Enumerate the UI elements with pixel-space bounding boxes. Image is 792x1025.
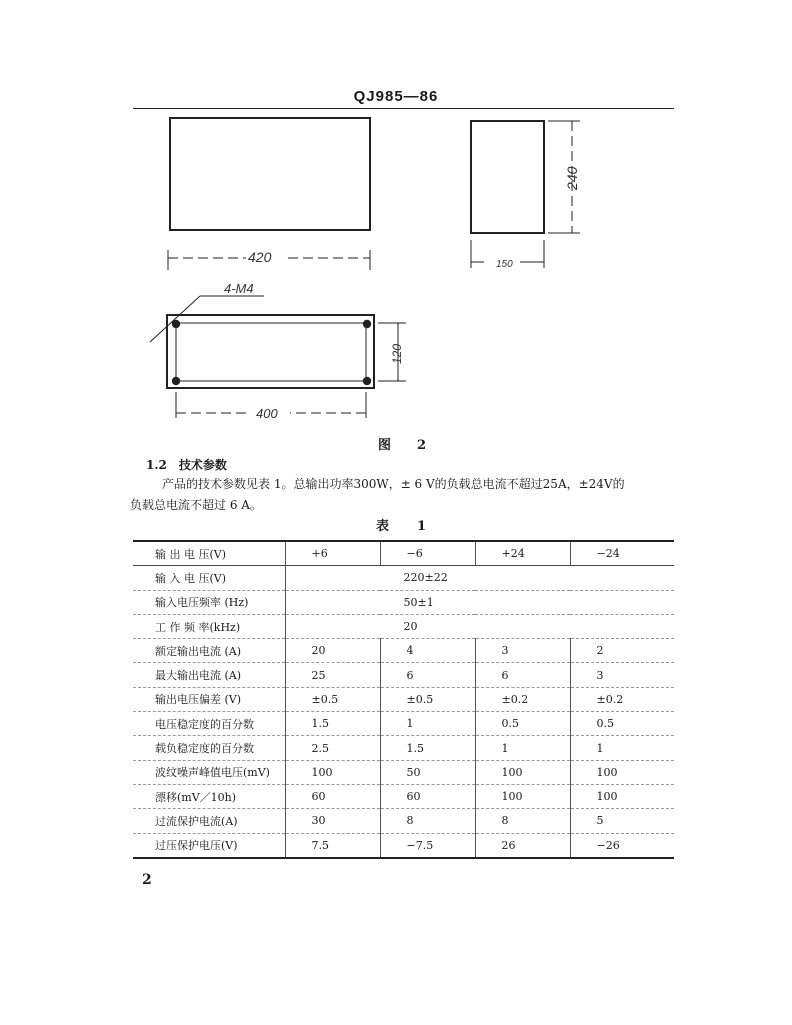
mount-hole-br [363, 377, 371, 385]
header-voltage-cell: +6 [285, 541, 380, 566]
table-row [133, 760, 674, 784]
value-cell: 1.5 [380, 736, 475, 760]
row-label-cell: 输出电压偏差 (V) [133, 687, 285, 711]
value-cell: 8 [380, 809, 475, 833]
header-voltage-cell: −24 [570, 541, 674, 566]
dim-text-120: 120 [390, 343, 404, 364]
figure-caption-prefix: 图 [378, 438, 392, 453]
table-row [133, 833, 674, 858]
spanning-value-cell: 20 [285, 614, 674, 638]
value-cell: −26 [570, 833, 674, 858]
value-cell: 1.5 [285, 712, 380, 736]
value-cell: 60 [285, 784, 380, 808]
table-row [133, 639, 674, 663]
table-row [133, 809, 674, 833]
section-heading [146, 456, 227, 473]
paragraph-line-1: 产品的技术参数见表 1。总输出功率300W，± 6 V的负载总电流不超过25A，±24V的 [162, 477, 625, 491]
section-number: 1.2 [146, 458, 167, 472]
table-row [133, 687, 674, 711]
value-cell: ±0.5 [380, 687, 475, 711]
table-header-row [133, 541, 674, 566]
table-row [133, 784, 674, 808]
value-cell: 100 [475, 784, 570, 808]
mounting-plate-inner [176, 323, 366, 381]
table-caption-prefix: 表 [376, 519, 390, 534]
value-cell: 20 [285, 639, 380, 663]
value-cell: 2.5 [285, 736, 380, 760]
dim-text-420: 420 [248, 249, 272, 265]
value-cell: 26 [475, 833, 570, 858]
table-row [133, 614, 674, 638]
body-paragraph [130, 474, 677, 516]
dim-text-400: 400 [256, 406, 278, 421]
value-cell: 1 [475, 736, 570, 760]
row-label-cell: 波纹噪声峰值电压(mV) [133, 760, 285, 784]
table-caption-number: 1 [417, 519, 427, 534]
value-cell: 100 [570, 784, 674, 808]
row-label-cell: 输入电压频率 (Hz) [133, 590, 285, 614]
value-cell: 6 [380, 663, 475, 687]
paragraph-line-2: 负载总电流不超过 6 A。 [130, 498, 262, 512]
row-label-cell: 漂移(mV／10h) [133, 784, 285, 808]
value-cell: ±0.5 [285, 687, 380, 711]
value-cell: 8 [475, 809, 570, 833]
value-cell: 1 [380, 712, 475, 736]
row-label-cell: 电压稳定度的百分数 [133, 712, 285, 736]
value-cell: 2 [570, 639, 674, 663]
spanning-value-cell: 220±22 [285, 566, 674, 590]
mount-hole-bl [172, 377, 180, 385]
value-cell: 5 [570, 809, 674, 833]
value-cell: 6 [475, 663, 570, 687]
row-label-cell: 工 作 频 率(kHz) [133, 614, 285, 638]
value-cell: 1 [570, 736, 674, 760]
value-cell: 3 [475, 639, 570, 663]
header-voltage-cell: −6 [380, 541, 475, 566]
value-cell: 0.5 [475, 712, 570, 736]
front-view-rect [170, 118, 370, 230]
document-code-header: QJ985—86 [353, 88, 439, 105]
figure-caption-number: 2 [417, 438, 427, 453]
mount-hole-tl [172, 320, 180, 328]
value-cell: 30 [285, 809, 380, 833]
page-number: 2 [142, 872, 152, 888]
value-cell: 100 [570, 760, 674, 784]
figure-2-drawing [0, 0, 792, 450]
table-row [133, 712, 674, 736]
value-cell: 3 [570, 663, 674, 687]
table-row [133, 566, 674, 590]
header-voltage-cell: +24 [475, 541, 570, 566]
value-cell: 50 [380, 760, 475, 784]
side-view-rect [471, 121, 544, 233]
value-cell: 0.5 [570, 712, 674, 736]
value-cell: ±0.2 [475, 687, 570, 711]
header-label-cell: 输 出 电 压(V) [133, 541, 285, 566]
row-label-cell: 额定输出电流 (A) [133, 639, 285, 663]
value-cell: 60 [380, 784, 475, 808]
hole-leader-line [150, 296, 200, 342]
mounting-plate-outer [167, 315, 374, 388]
figure-caption [378, 434, 426, 453]
hole-label: 4-M4 [224, 281, 254, 296]
dim-text-150: 150 [496, 259, 513, 270]
value-cell: ±0.2 [570, 687, 674, 711]
row-label-cell: 输 入 电 压(V) [133, 566, 285, 590]
table-row [133, 663, 674, 687]
row-label-cell: 最大输出电流 (A) [133, 663, 285, 687]
table-caption [376, 515, 426, 534]
dim-text-240: 240 [564, 166, 580, 190]
table-row [133, 736, 674, 760]
value-cell: 7.5 [285, 833, 380, 858]
section-title: 技术参数 [178, 458, 227, 472]
mount-hole-tr [363, 320, 371, 328]
row-label-cell: 过流保护电流(A) [133, 809, 285, 833]
spec-table [133, 540, 674, 859]
value-cell: 4 [380, 639, 475, 663]
spanning-value-cell: 50±1 [285, 590, 674, 614]
row-label-cell: 过压保护电压(V) [133, 833, 285, 858]
value-cell: −7.5 [380, 833, 475, 858]
value-cell: 100 [475, 760, 570, 784]
value-cell: 25 [285, 663, 380, 687]
table-row [133, 590, 674, 614]
value-cell: 100 [285, 760, 380, 784]
row-label-cell: 载负稳定度的百分数 [133, 736, 285, 760]
